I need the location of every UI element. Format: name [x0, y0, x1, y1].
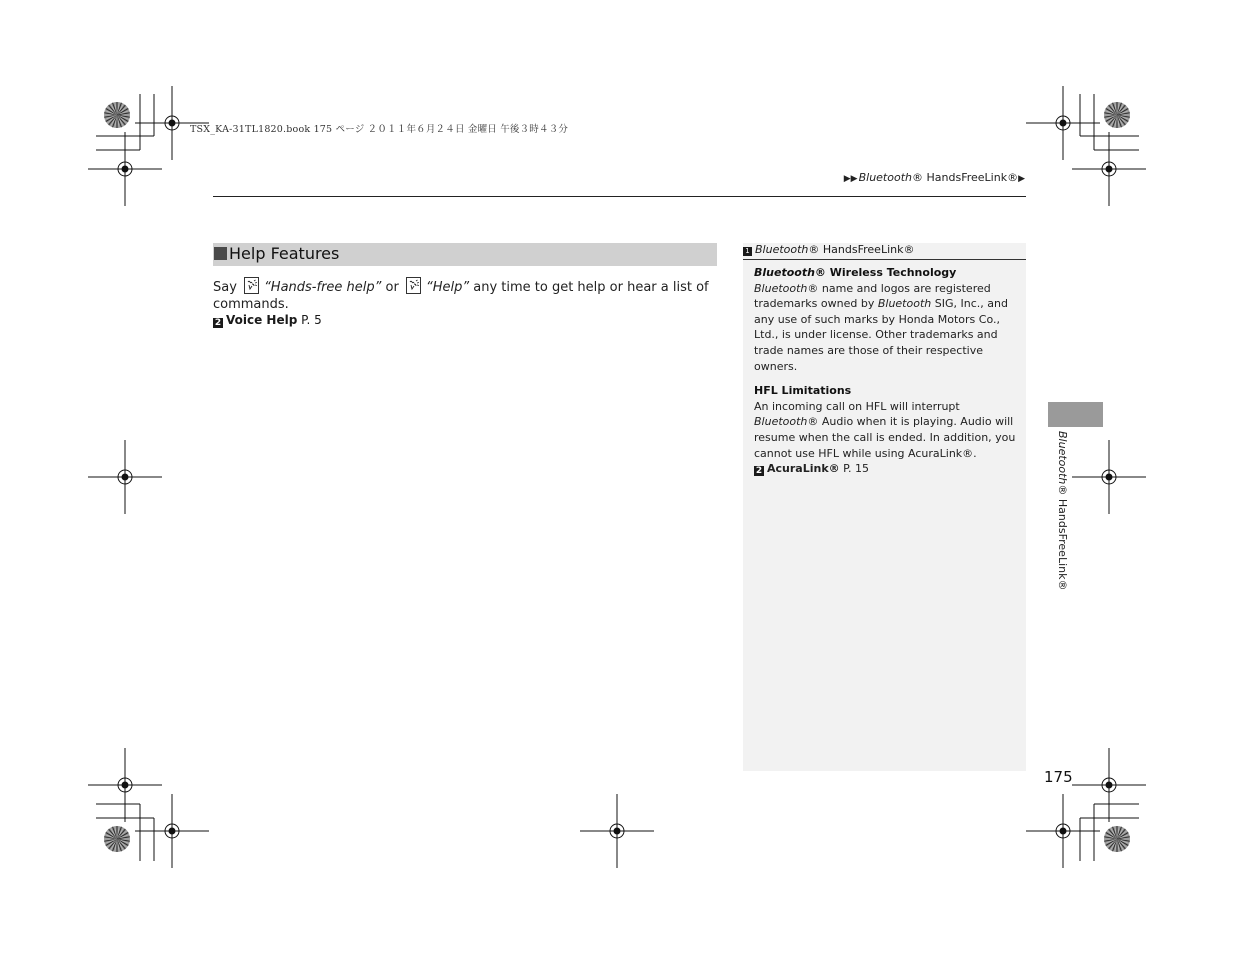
section-heading-bar	[213, 243, 717, 266]
page-number: 175	[1044, 768, 1073, 786]
breadcrumb-italic: Bluetooth	[858, 171, 912, 184]
section-title: Help Features	[229, 244, 340, 263]
breadcrumb	[844, 171, 1026, 184]
xref-page: P. 15	[843, 462, 870, 476]
xref-page: P. 5	[301, 313, 322, 327]
reference-arrow-icon: 2	[755, 466, 763, 477]
sidebar-italic: Bluetooth	[754, 281, 808, 295]
starburst-mark	[104, 102, 130, 128]
crosshair-mark	[1026, 794, 1100, 868]
section-square-icon	[214, 247, 227, 260]
crosshair-mark	[135, 794, 209, 868]
xref-label: AcuraLink®	[767, 462, 840, 476]
header-rule	[213, 196, 1026, 197]
crosshair-mark	[1026, 86, 1100, 160]
body-say: Say	[213, 280, 237, 295]
crosshair-mark	[88, 748, 162, 822]
crosshair-mark	[88, 440, 162, 514]
crosshair-mark	[580, 794, 654, 868]
sidebar-italic: Bluetooth	[754, 415, 808, 429]
talk-button-icon	[244, 277, 259, 294]
cross-reference-acuralink[interactable]	[754, 461, 1019, 477]
sidebar-header-italic: Bluetooth	[755, 243, 809, 256]
crosshair-mark	[1072, 132, 1146, 206]
starburst-mark	[1104, 826, 1130, 852]
sidebar-paragraph-hfl	[754, 399, 1019, 461]
crosshair-mark	[1072, 748, 1146, 822]
crosshair-mark	[1072, 440, 1146, 514]
sidebar-text: ® name and logos are registered trademarks owned by	[754, 281, 991, 311]
sidebar-marker-icon: 1	[743, 247, 752, 256]
body-paragraph	[213, 277, 713, 313]
sidebar-heading-hfl: HFL Limitations	[754, 384, 852, 398]
sidebar-content	[754, 265, 1019, 477]
chapter-tab-label	[1056, 431, 1069, 591]
chapter-tab-text: ® HandsFreeLink®	[1056, 484, 1069, 591]
sidebar-header-text: ® HandsFreeLink®	[808, 243, 915, 256]
breadcrumb-trail-arrow: ▶	[1018, 174, 1025, 184]
starburst-mark	[1104, 102, 1130, 128]
sidebar-italic: Bluetooth	[877, 297, 932, 311]
chapter-tab	[1048, 402, 1103, 427]
body-command-1: “Hands-free help”	[264, 280, 382, 295]
starburst-mark	[104, 826, 130, 852]
breadcrumb-arrows: ▶▶	[843, 174, 858, 184]
talk-button-icon	[406, 277, 421, 294]
reference-arrow-icon: 2	[214, 318, 222, 328]
cross-reference-voice-help[interactable]	[213, 313, 322, 328]
sidebar-heading-text: ® Wireless Technology	[814, 266, 957, 279]
print-header: TSX_KA-31TL1820.book 175 ページ ２０１１年６月２４日 金曜日 午後３時４３分	[190, 124, 569, 135]
xref-label: Voice Help	[226, 313, 298, 327]
body-rest: any time to get help or hear a list of commands.	[213, 280, 709, 312]
sidebar-text: ® Audio when it is playing. Audio will resume when the call is ended. In addition, you cannot use HFL while using AcuraLink®.	[754, 415, 1016, 460]
crosshair-mark	[88, 132, 162, 206]
sidebar-text: An incoming call on HFL will interrupt	[754, 399, 960, 413]
sidebar-notes	[743, 243, 1026, 771]
body-command-2: “Help”	[425, 280, 470, 295]
sidebar-header	[743, 243, 1026, 260]
sidebar-paragraph-trademarks	[754, 281, 1019, 375]
body-or: or	[385, 280, 399, 295]
sidebar-heading-wireless	[754, 265, 1019, 281]
chapter-tab-italic: Bluetooth	[1056, 431, 1069, 485]
sidebar-heading-italic: Bluetooth	[754, 266, 815, 279]
breadcrumb-text: ® HandsFreeLink®	[912, 171, 1019, 184]
sidebar-text: SIG, Inc., and any use of such marks by Honda Motors Co., Ltd., is under license. Other trademarks and trade names are those of their respective owners.	[754, 297, 1008, 373]
